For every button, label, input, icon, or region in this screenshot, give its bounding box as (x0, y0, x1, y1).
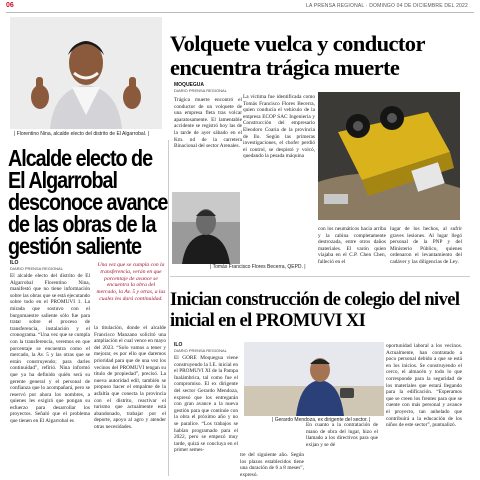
main-body-column-2: La víctima fue identificada como Tomás Francisco Flores Becerra, quien conducía el vehículo de la empresa ECOP SAC Ingeniería y Construcción del empresario Eleodoro Coaria de la provincia de Ilo. Según las primeras investigaciones, el chofer perdió el control, se despistó y volcó, quedando la pesada máquina (243, 94, 315, 160)
school-dirigente-photo (244, 342, 384, 416)
byline-city: ILO (174, 342, 183, 348)
main-body-column-4: lugar de los hechos, al sufrir graves lesiones. Al lugar llegó personal de la PNP y del Ministerio Público, quienes ordenaron el levantamiento del cadáver y las diligencias de Ley. (390, 226, 462, 265)
second-body-column-5: oportunidad laboral a los vecinos. Actualmente, han contratado a poco personal debido a que se está en los inicios. Se construyendo el cerco, el almacén y todo lo que corresponde para la seguridad de los materiales que estará llegando para la edificación. “Esperamos que se creen los frentes para que se cuente con más personal y avance el proyecto, tan anhelado que contribuirá a la educación de los niños de este sector”, puntualizó. (386, 343, 462, 429)
running-head: LA PRENSA REGIONAL · DOMINGO 04 DE DICIEMBRE DEL 2022 (306, 3, 468, 9)
header-divider (6, 12, 474, 13)
left-body-column-1: El alcalde electo del distrito de El Algarrobal Florentino Nina, manifestó que no tiene información sobre las obras que se está ejecutando sobre todo en el PROMUVI 1. La mirada que sostuvo con el burgomaestre saliente sólo fue para tratar sobre el proceso de transferencia, instalación y el cronograma. “Una vez que se cumpla con la transferencia, veremos en que porcentaje se encuentra como el mercado, la Av. 5 y las otras que se están construyendo; para darles continuidad”, refirió. Nina informó que ya ha definido quién será su gerente general y el personal de confianza que lo acompañará, pero se reservó por ahora los nombres, a quienes les exigirá que pongan su esfuerzo para desarrollar los proyectos. Señaló que el problema que tienen en El Algarrobal es (10, 273, 90, 425)
main-byline (174, 82, 227, 93)
byline-city: ILO (10, 260, 19, 266)
left-body-column-2: la titulación, donde el alcalde Francisco Manzano solicitó una ampliación el cual vence en mayo del 2023. “Solo vamos a tener y mejorar, es por ello que daremos prioridad para que de una vez los vecinos del PROMUVI tengan su título de propiedad”, precisó. La nueva autoridad edil, también se propuso hacer el empalme de la asfaltía que conecta la provincia con el distrito, reactivar el turismo que actualmente está abandonado, trabajar por el deporte, apoyo al agro y atender otras necesidades. (94, 325, 166, 430)
second-body-column-4: En cuanto a la contratación de mano de obra del lugar, hizo el llamado a los directivos para que exijan y se dé (306, 422, 378, 448)
column-divider (168, 140, 169, 476)
byline-city: MOQUEGUA (174, 82, 204, 88)
school-photo-caption: | Gerardo Mendoza, ex dirigente del sector. | (272, 417, 371, 423)
overturned-truck-photo (318, 92, 460, 220)
main-body-column-3: con los neumáticos hacia arriba y la cabina completamente destrozada, entre otros daños materiales. El varón quien viajaba en el C.P. Chen Chen, falleció en el (318, 226, 386, 265)
byline-source: DIARIO PRENSA REGIONAL (10, 266, 63, 271)
driver-photo-caption: | Tomás Francisco Flores Becerra, QEPD. | (210, 264, 306, 270)
mayor-photo (10, 17, 162, 129)
page-header (0, 0, 480, 12)
main-headline: Volquete vuelca y conductor encuentra trágica muerte (170, 31, 425, 80)
byline-source: DIARIO PRENSA REGIONAL (174, 348, 227, 353)
main-body-column-1: Trágica muerte encontró el conductor de un volquete de una empresa fleta tras volcar aparatosamente. El lamentable accidente se registró hoy las de la tarde de ayer sábado en el Km. nd de la carretera Binacional del sector Arenales. (174, 97, 242, 150)
pull-quote: Una vez que se cumpla con la transferencia, verán en que porcentaje de avance se encuentra la obra del mercado, la Av. 5 y otras, a las cuales les dará continuidad. (96, 262, 166, 302)
second-headline: Inician construcción de colegio del nivel inicial en el PROMUVI XI (170, 290, 460, 331)
page-number: 06 (6, 2, 14, 9)
second-body-column-3: tre del siguiente año. Según los plazos establecidos tiene una duración de 6 a 8 meses”, expresó. (240, 452, 304, 478)
left-headline: Alcalde electo de El Algarrobal desconoce avance de las obras de la gestión saliente (8, 145, 168, 259)
left-byline (10, 260, 63, 271)
second-body-column-1: El GORE Moquegua viene construyendo la I.E. inicial en el PROMUVI XI de la Pampa Inalámbrica, tal como fue el compromiso. El ex dirigente del sector Gerardo Mendoza, expresó que los entregarán con gran avance a la nueva gestión para que continúe con la obra el próximo año y no se paralice. “Los trabajos se habían programado para el 2022, pero se empezó muy tarde, quizá se concluya en el primer semes- (174, 355, 238, 454)
driver-photo (172, 192, 240, 264)
mayor-photo-caption: | Florentino Nina, alcalde electo del distrito de El Algarrobal. | (14, 131, 149, 137)
section-divider (170, 276, 470, 277)
second-byline (174, 342, 227, 353)
byline-source: DIARIO PRENSA REGIONAL (174, 88, 227, 93)
